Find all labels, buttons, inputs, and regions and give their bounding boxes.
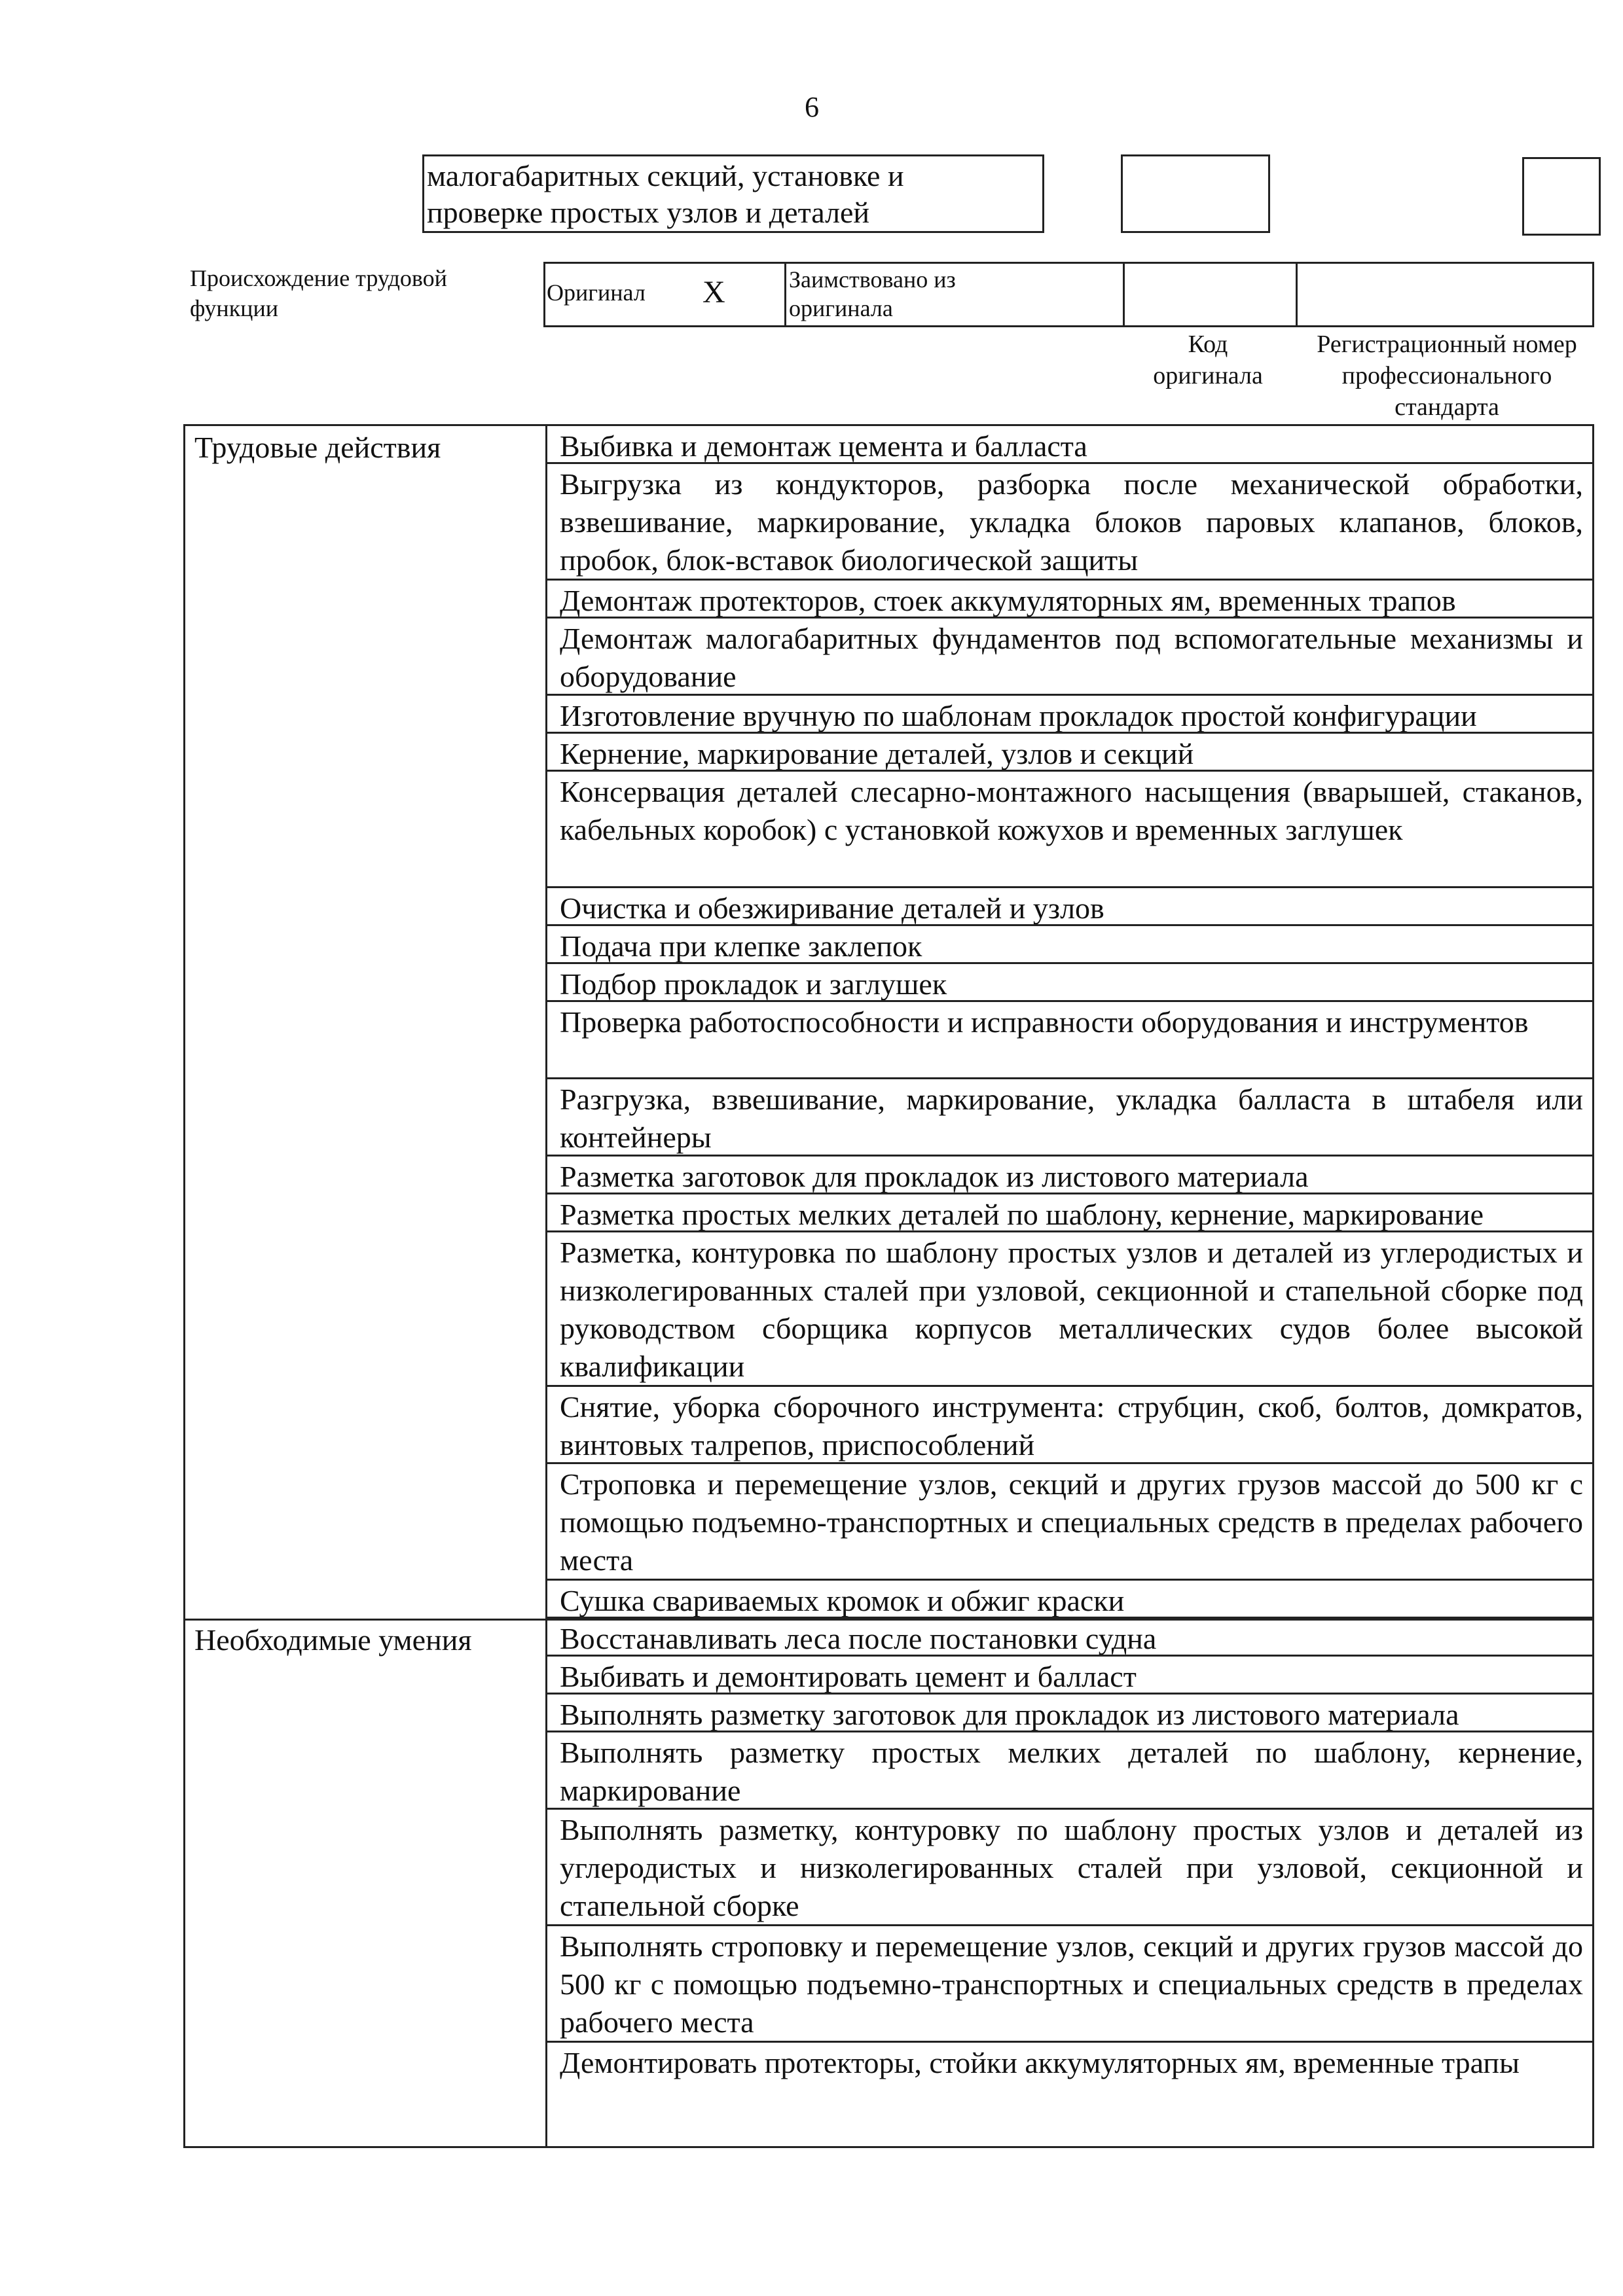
function-title-line: проверке простых узлов и деталей (427, 196, 870, 229)
table-row: Снятие, уборка сборочного инструмента: струбцин, скоб, болтов, домкратов, винтовых талрепов, приспособлений (545, 1387, 1592, 1464)
table-row: Выполнять строповку и перемещение узлов, секций и других грузов массой до 500 кг с помощью подъемно-транспортных и специальных средств в пределах рабочего места (545, 1926, 1592, 2043)
table-row: Подбор прокладок и заглушек (545, 964, 1592, 1002)
registration-caption-line: профессионального (1341, 362, 1552, 389)
table-row: Выбивка и демонтаж цемента и балласта (545, 426, 1592, 464)
table-row: Выбивать и демонтировать цемент и балласт (545, 1657, 1592, 1695)
table-row: Разметка простых мелких деталей по шаблону, кернение, маркирование (545, 1194, 1592, 1232)
table-row: Разметка, контуровка по шаблону простых узлов и деталей из углеродистых и низколегированных сталей при узловой, секционной и стапельной сборке под руководством сборщика корпусов металлических судов более высокой квалификации (545, 1232, 1592, 1387)
table-row: Выполнять разметку простых мелких деталей по шаблону, кернение, маркирование (545, 1732, 1592, 1810)
registration-caption (1293, 329, 1601, 423)
table-row: Проверка работоспособности и исправности оборудования и инструментов (545, 1002, 1592, 1079)
table-row: Восстанавливать леса после постановки судна (545, 1619, 1592, 1657)
table-row: Выгрузка из кондукторов, разборка после механической обработки, взвешивание, маркирование, укладка блоков паровых клапанов, блоков, пробок, блок-вставок биологической защиты (545, 464, 1592, 581)
code-caption-line: Код (1188, 331, 1228, 358)
registration-caption-line: Регистрационный номер (1317, 331, 1577, 358)
code-caption (1123, 329, 1293, 391)
level-box (1121, 154, 1270, 233)
original-label: Оригинал (547, 279, 646, 306)
table-row: Выполнять разметку, контуровку по шаблону простых узлов и деталей из углеродистых и низколегированных сталей при узловой, секционной и стапельной сборке (545, 1810, 1592, 1926)
origin-label (190, 263, 556, 323)
section-title-actions: Трудовые действия (194, 431, 441, 464)
table-row: Демонтировать протекторы, стойки аккумуляторных ям, временные трапы (560, 2046, 1520, 2079)
table-row: Выполнять разметку заготовок для прокладок из листового материала (545, 1695, 1592, 1732)
table-row: Демонтаж протекторов, стоек аккумуляторных ям, временных трапов (545, 581, 1592, 619)
main-table (183, 424, 1594, 2148)
page-number: 6 (805, 91, 819, 123)
function-title-box (422, 154, 1044, 233)
table-row: Кернение, маркирование деталей, узлов и секций (545, 734, 1592, 772)
section-title-skills: Необходимые умения (194, 1623, 472, 1657)
code-caption-line: оригинала (1153, 362, 1263, 389)
table-row: Консервация деталей слесарно-монтажного насыщения (вварышей, стаканов, кабельных коробок) с установкой кожухов и временных заглушек (545, 772, 1592, 888)
borrowed-line: оригинала (789, 295, 893, 321)
table-row: Строповка и перемещение узлов, секций и других грузов массой до 500 кг с помощью подъемно-транспортных и специальных средств в пределах рабочего места (545, 1464, 1592, 1581)
table-row: Изготовление вручную по шаблонам прокладок простой конфигурации (545, 696, 1592, 734)
table-row: Сушка свариваемых кромок и обжиг краски (545, 1581, 1592, 1619)
table-row: Разметка заготовок для прокладок из листового материала (545, 1157, 1592, 1194)
qualification-box (1522, 157, 1601, 236)
origin-table (543, 262, 1594, 327)
borrowed-line: Заимствовано из (789, 266, 956, 293)
registration-caption-line: стандарта (1395, 393, 1499, 421)
original-mark: X (702, 275, 725, 310)
table-row: Разгрузка, взвешивание, маркирование, укладка балласта в штабеля или контейнеры (545, 1079, 1592, 1157)
table-row: Очистка и обезжиривание деталей и узлов (545, 888, 1592, 926)
table-row: Демонтаж малогабаритных фундаментов под вспомогательные механизмы и оборудование (545, 619, 1592, 696)
borrowed-label (789, 265, 956, 323)
origin-label-line: Происхождение трудовой (190, 265, 447, 291)
table-row: Подача при клепке заклепок (545, 926, 1592, 964)
origin-label-line: функции (190, 295, 278, 321)
function-title-line: малогабаритных секций, установке и (427, 159, 904, 192)
